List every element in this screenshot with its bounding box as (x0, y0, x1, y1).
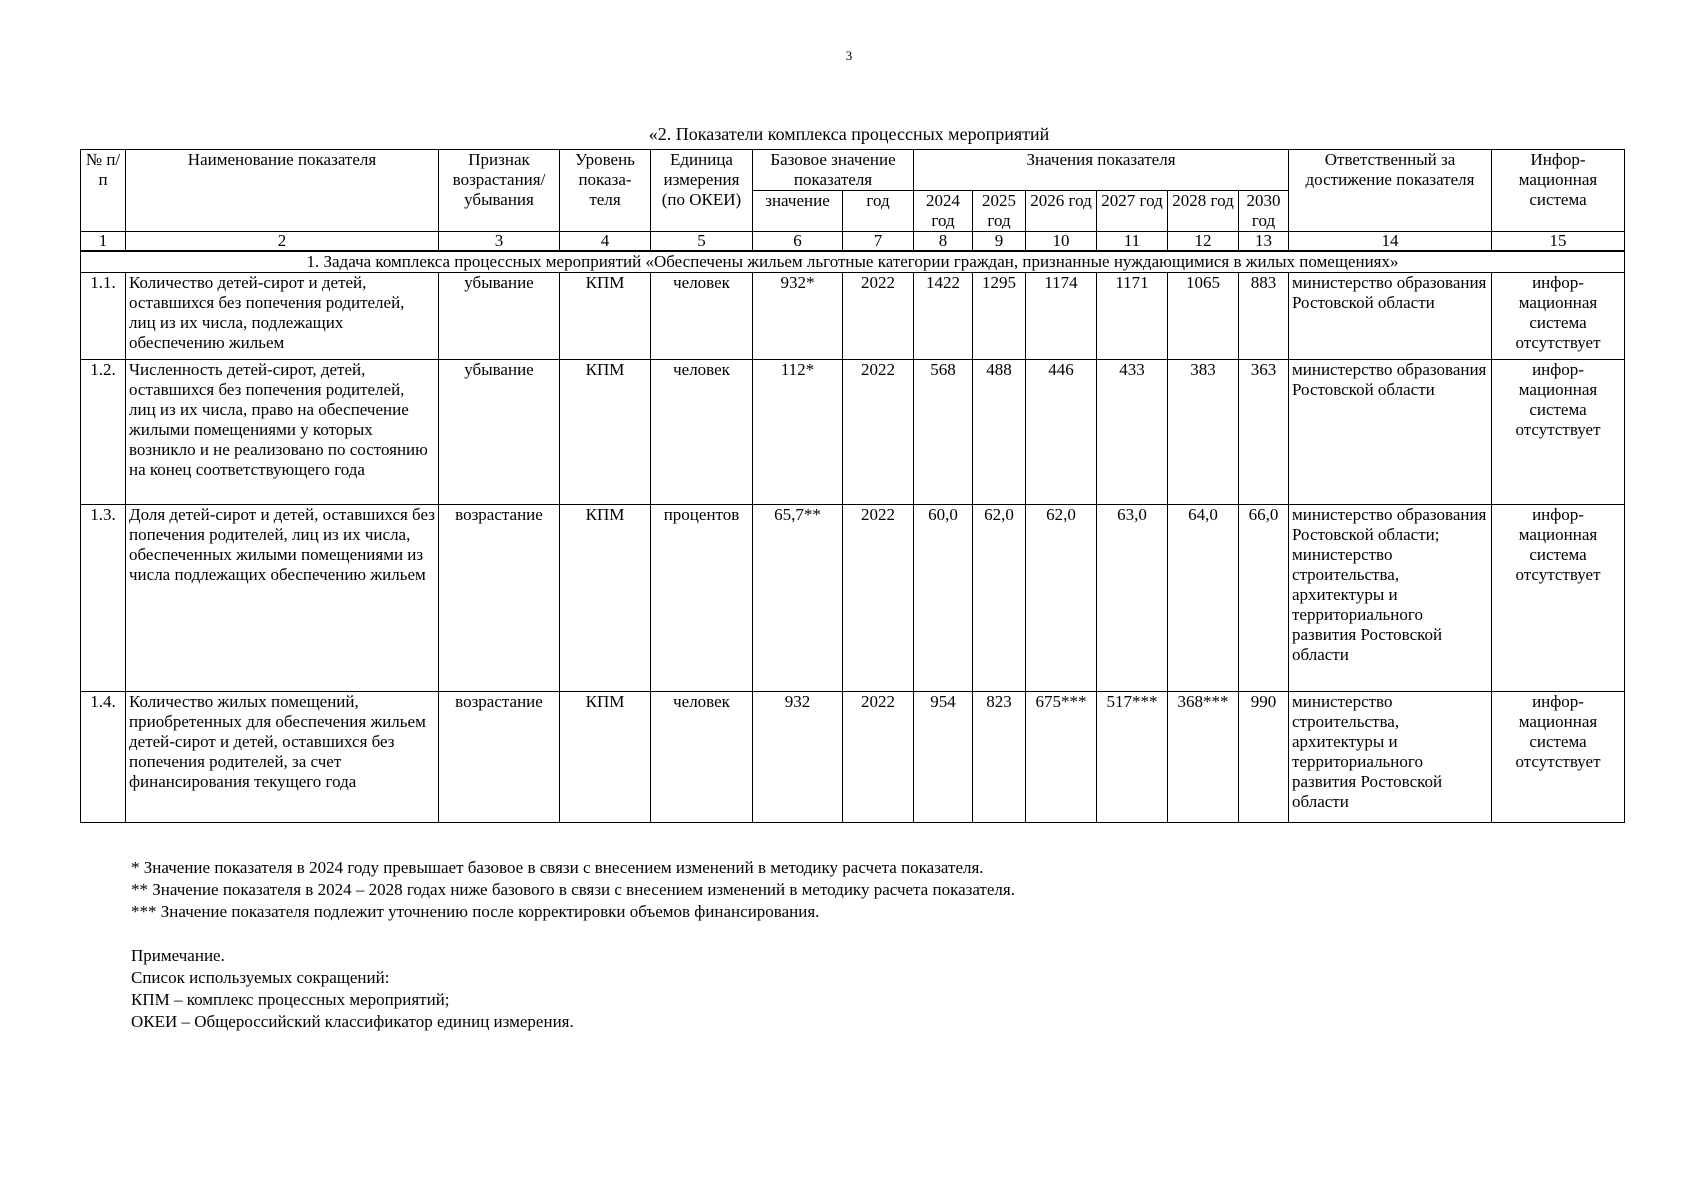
footnote: *** Значение показателя подлежит уточнению после корректировки объемов финансирования. (131, 902, 820, 921)
row-base-value: 112* (753, 360, 843, 505)
header-base-value: значение (753, 191, 843, 232)
row-value-2024: 954 (914, 692, 973, 823)
row-base-year: 2022 (843, 360, 914, 505)
row-value-2028: 1065 (1168, 273, 1239, 360)
column-number: 10 (1026, 232, 1097, 252)
column-number: 8 (914, 232, 973, 252)
row-base-value: 932 (753, 692, 843, 823)
row-level: КПМ (560, 273, 651, 360)
header-values: Значения показателя (914, 150, 1289, 191)
row-value-2025: 62,0 (973, 505, 1026, 692)
row-value-2028: 64,0 (1168, 505, 1239, 692)
row-base-year: 2022 (843, 505, 914, 692)
row-unit: человек (651, 692, 753, 823)
row-system: инфор-мационная система отсутствует (1492, 692, 1625, 823)
row-value-2025: 823 (973, 692, 1026, 823)
row-value-2028: 368*** (1168, 692, 1239, 823)
row-value-2026: 62,0 (1026, 505, 1097, 692)
column-number: 3 (439, 232, 560, 252)
row-unit: человек (651, 273, 753, 360)
row-system: инфор-мационная система отсутствует (1492, 505, 1625, 692)
column-number: 6 (753, 232, 843, 252)
column-number: 11 (1097, 232, 1168, 252)
column-number: 4 (560, 232, 651, 252)
row-responsible: министерство образования Ростовской области (1289, 360, 1492, 505)
row-num: 1.1. (81, 273, 126, 360)
column-number: 15 (1492, 232, 1625, 252)
row-name: Количество жилых помещений, приобретенных для обеспечения жильем детей-сирот и детей, оставшихся без попечения родителей, за счет финансирования текущего года (126, 692, 439, 823)
header-sign: Признак возрастания/ убывания (439, 150, 560, 232)
table-title: «2. Показатели комплекса процессных мероприятий (648, 124, 1050, 144)
column-number-row (81, 232, 1625, 252)
row-value-2026: 1174 (1026, 273, 1097, 360)
row-num: 1.3. (81, 505, 126, 692)
row-base-year: 2022 (843, 692, 914, 823)
row-value-2025: 488 (973, 360, 1026, 505)
indicators-table (80, 149, 1625, 823)
header-year-2027: 2027 год (1097, 191, 1168, 232)
column-number: 9 (973, 232, 1026, 252)
header-year-2026: 2026 год (1026, 191, 1097, 232)
row-value-2030: 990 (1239, 692, 1289, 823)
row-base-year: 2022 (843, 273, 914, 360)
header-year-2024: 2024 год (914, 191, 973, 232)
column-number: 12 (1168, 232, 1239, 252)
header-year-2028: 2028 год (1168, 191, 1239, 232)
row-value-2024: 568 (914, 360, 973, 505)
row-value-2024: 60,0 (914, 505, 973, 692)
abbreviation-item: КПМ – комплекс процессных мероприятий; (131, 990, 450, 1009)
row-num: 1.4. (81, 692, 126, 823)
table-row (81, 505, 1625, 692)
header-year-2030: 2030 год (1239, 191, 1289, 232)
abbreviation-list-title: Список используемых сокращений: (131, 968, 390, 987)
header-base-year: год (843, 191, 914, 232)
row-value-2027: 517*** (1097, 692, 1168, 823)
row-value-2026: 446 (1026, 360, 1097, 505)
row-value-2030: 363 (1239, 360, 1289, 505)
header-system: Инфор-мационная система (1492, 150, 1625, 232)
row-unit: процентов (651, 505, 753, 692)
row-level: КПМ (560, 360, 651, 505)
row-value-2027: 1171 (1097, 273, 1168, 360)
notes-block (131, 857, 1015, 1033)
column-number: 13 (1239, 232, 1289, 252)
table-row (81, 273, 1625, 360)
page-number: 3 (845, 48, 853, 63)
table-row (81, 360, 1625, 505)
abbreviation-item: ОКЕИ – Общероссийский классификатор единиц измерения. (131, 1012, 574, 1031)
row-sign: возрастание (439, 505, 560, 692)
row-system: инфор-мационная система отсутствует (1492, 360, 1625, 505)
footnote: * Значение показателя в 2024 году превышает базовое в связи с внесением изменений в методику расчета показателя. (131, 858, 984, 877)
row-value-2030: 883 (1239, 273, 1289, 360)
spacer (131, 923, 1015, 945)
header-name: Наименование показателя (126, 150, 439, 232)
table-row (81, 692, 1625, 823)
column-number: 1 (81, 232, 126, 252)
row-responsible: министерство образования Ростовской области (1289, 273, 1492, 360)
header-num: № п/п (81, 150, 126, 232)
header-unit: Единица измерения (по ОКЕИ) (651, 150, 753, 232)
row-value-2028: 383 (1168, 360, 1239, 505)
column-number: 7 (843, 232, 914, 252)
row-name: Доля детей-сирот и детей, оставшихся без попечения родителей, лиц из их числа, обеспеченных жилыми помещениями из числа подлежащих обеспечению жильем (126, 505, 439, 692)
row-value-2025: 1295 (973, 273, 1026, 360)
row-level: КПМ (560, 692, 651, 823)
row-value-2026: 675*** (1026, 692, 1097, 823)
row-num: 1.2. (81, 360, 126, 505)
footnote: ** Значение показателя в 2024 – 2028 годах ниже базового в связи с внесением изменений в методику расчета показателя. (131, 880, 1015, 899)
row-value-2027: 63,0 (1097, 505, 1168, 692)
row-value-2024: 1422 (914, 273, 973, 360)
task-row (81, 251, 1625, 273)
row-sign: возрастание (439, 692, 560, 823)
row-level: КПМ (560, 505, 651, 692)
row-base-value: 65,7** (753, 505, 843, 692)
column-number: 5 (651, 232, 753, 252)
header-row-1 (81, 150, 1625, 191)
header-year-2025: 2025 год (973, 191, 1026, 232)
row-sign: убывание (439, 360, 560, 505)
row-base-value: 932* (753, 273, 843, 360)
row-unit: человек (651, 360, 753, 505)
row-system: инфор-мационная система отсутствует (1492, 273, 1625, 360)
header-responsible: Ответственный за достижение показателя (1289, 150, 1492, 232)
row-value-2030: 66,0 (1239, 505, 1289, 692)
row-value-2027: 433 (1097, 360, 1168, 505)
column-number: 2 (126, 232, 439, 252)
task-title: 1. Задача комплекса процессных мероприятий «Обеспечены жильем льготные категории граждан, признанные нуждающимися в жилых помещениях» (81, 251, 1625, 273)
row-name: Количество детей-сирот и детей, оставшихся без попечения родителей, лиц из их числа, подлежащих обеспечению жильем (126, 273, 439, 360)
header-level: Уровень показа-теля (560, 150, 651, 232)
row-sign: убывание (439, 273, 560, 360)
row-responsible: министерство строительства, архитектуры и территориального развития Ростовской области (1289, 692, 1492, 823)
header-base: Базовое значение показателя (753, 150, 914, 191)
row-responsible: министерство образования Ростовской области; министерство строительства, архитектуры и территориального развития Ростовской области (1289, 505, 1492, 692)
note-heading: Примечание. (131, 946, 225, 965)
column-number: 14 (1289, 232, 1492, 252)
row-name: Численность детей-сирот, детей, оставшихся без попечения родителей, лиц из их числа, право на обеспечение жилыми помещениями у которых возникло и не реализовано по состоянию на конец соответствующего года (126, 360, 439, 505)
